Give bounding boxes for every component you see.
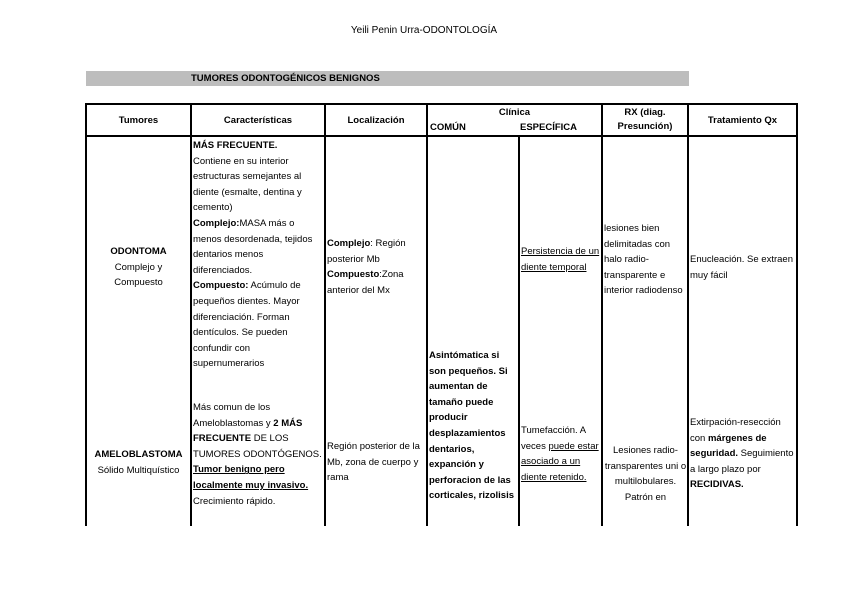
amelo-car-text-1: Más comun de los Ameloblastomas y bbox=[193, 402, 274, 429]
amelo-car-bold-1: 2 MÁS FRECUENTE bbox=[193, 417, 303, 445]
header-caracteristicas: Características bbox=[223, 114, 293, 126]
odontoma-name: ODONTOMA bbox=[110, 246, 167, 257]
tumors-table bbox=[85, 103, 798, 526]
grid-line bbox=[518, 137, 520, 526]
row-ameloblastoma-localizacion: Región posterior de la Mb, zona de cuerpo y rama bbox=[327, 441, 420, 484]
header-comun: COMÚN bbox=[430, 122, 466, 133]
row-odontoma-rx: lesiones bien delimitadas con halo radio-transparente e interior radiodenso bbox=[604, 223, 683, 297]
row-odontoma-localizacion bbox=[327, 236, 425, 298]
amelo-trat-text-2: Seguimiento a largo plazo por bbox=[690, 448, 794, 475]
grid-line bbox=[687, 105, 689, 526]
amelo-car-text-2: DE LOS TUMORES ODONTÓGENOS. bbox=[193, 433, 322, 460]
odontoma-loc-complejo-text: : Región posterior Mb bbox=[327, 238, 406, 265]
row-ameloblastoma-tumor bbox=[87, 447, 190, 478]
ameloblastoma-name: AMELOBLASTOMA bbox=[94, 449, 183, 460]
header-tumores: Tumores bbox=[118, 114, 159, 126]
grid-line bbox=[601, 105, 603, 526]
header-rx-line2: Presunción) bbox=[617, 121, 673, 132]
odontoma-loc-compuesto-text: :Zona anterior del Mx bbox=[327, 269, 404, 296]
header-especifica: ESPECÍFICA bbox=[520, 122, 578, 133]
ameloblastoma-subtype: Sólido Multiquístico bbox=[97, 464, 180, 476]
header-clinica: Clínica bbox=[498, 107, 531, 118]
clinica-comun-shared: Asintómatica si son pequeños. Si aumentan de tamaño puede producir desplazamientos dentarios, expanción y perforacion de las corticales, rizolisis bbox=[429, 350, 515, 502]
row-ameloblastoma-especifica bbox=[521, 423, 600, 485]
row-odontoma-tumor bbox=[87, 244, 190, 291]
document-header: Yeili Penin Urra-ODONTOLOGÍA bbox=[350, 25, 498, 36]
odontoma-subtype-2: Compuesto bbox=[114, 277, 163, 289]
amelo-car-underline: Tumor benigno pero localmente muy invasivo. bbox=[193, 464, 309, 491]
odontoma-complejo-desc bbox=[193, 216, 323, 278]
grid-line bbox=[426, 105, 428, 526]
row-ameloblastoma-tratamiento bbox=[690, 415, 796, 493]
odontoma-mas-frecuente: MÁS FRECUENTE. bbox=[193, 140, 278, 151]
header-localizacion: Localización bbox=[347, 114, 405, 126]
odontoma-subtype-1: Complejo y bbox=[114, 261, 163, 273]
header-rx-line1: RX (diag. bbox=[624, 107, 666, 118]
amelo-esp-text: Tumefacción. A veces bbox=[521, 425, 586, 452]
odontoma-compuesto-desc bbox=[193, 278, 323, 372]
amelo-car-text-3: Crecimiento rápido. bbox=[193, 495, 276, 507]
odontoma-complejo-label: Complejo: bbox=[193, 217, 240, 229]
header-tratamiento: Tratamiento Qx bbox=[707, 114, 778, 126]
odontoma-compuesto-text: Acúmulo de pequeños dientes. Mayor diferenciación. Forman dentículos. Se pueden confundir con supernumerarios bbox=[193, 280, 301, 370]
header-rx bbox=[603, 105, 687, 136]
grid-line bbox=[190, 105, 192, 526]
row-ameloblastoma-caracteristicas bbox=[193, 400, 323, 509]
odontoma-loc-compuesto-label: Compuesto bbox=[327, 269, 380, 281]
odontoma-loc-complejo-label: Complejo bbox=[327, 238, 371, 249]
odontoma-complejo-text: MASA más o menos desordenada, tejidos dentarios menos diferenciados. bbox=[193, 217, 313, 276]
grid-line bbox=[324, 105, 326, 526]
amelo-esp-underline: puede estar asociado a un diente retenido. bbox=[521, 440, 599, 483]
row-odontoma-tratamiento: Enucleación. Se extraen muy fácil bbox=[690, 254, 793, 281]
odontoma-contenido: Contiene en su interior estructuras semejantes al diente (esmalte, dentina y cemento) bbox=[193, 155, 302, 214]
amelo-trat-bold-1: márgenes de seguridad. bbox=[690, 432, 767, 460]
amelo-trat-bold-2: RECIDIVAS. bbox=[690, 479, 744, 491]
row-ameloblastoma-rx: Lesiones radio-transparentes uni o multilobulares. Patrón en bbox=[604, 445, 687, 503]
odontoma-compuesto-label: Compuesto: bbox=[193, 280, 249, 292]
row-odontoma-caracteristicas bbox=[193, 138, 323, 372]
row-odontoma-especifica: Persistencia de un diente temporal bbox=[521, 246, 600, 273]
section-title-bar bbox=[86, 71, 689, 86]
section-title: TUMORES ODONTOGÉNICOS BENIGNOS bbox=[191, 73, 380, 84]
amelo-trat-text-1: Extirpación-resección con bbox=[690, 417, 781, 444]
